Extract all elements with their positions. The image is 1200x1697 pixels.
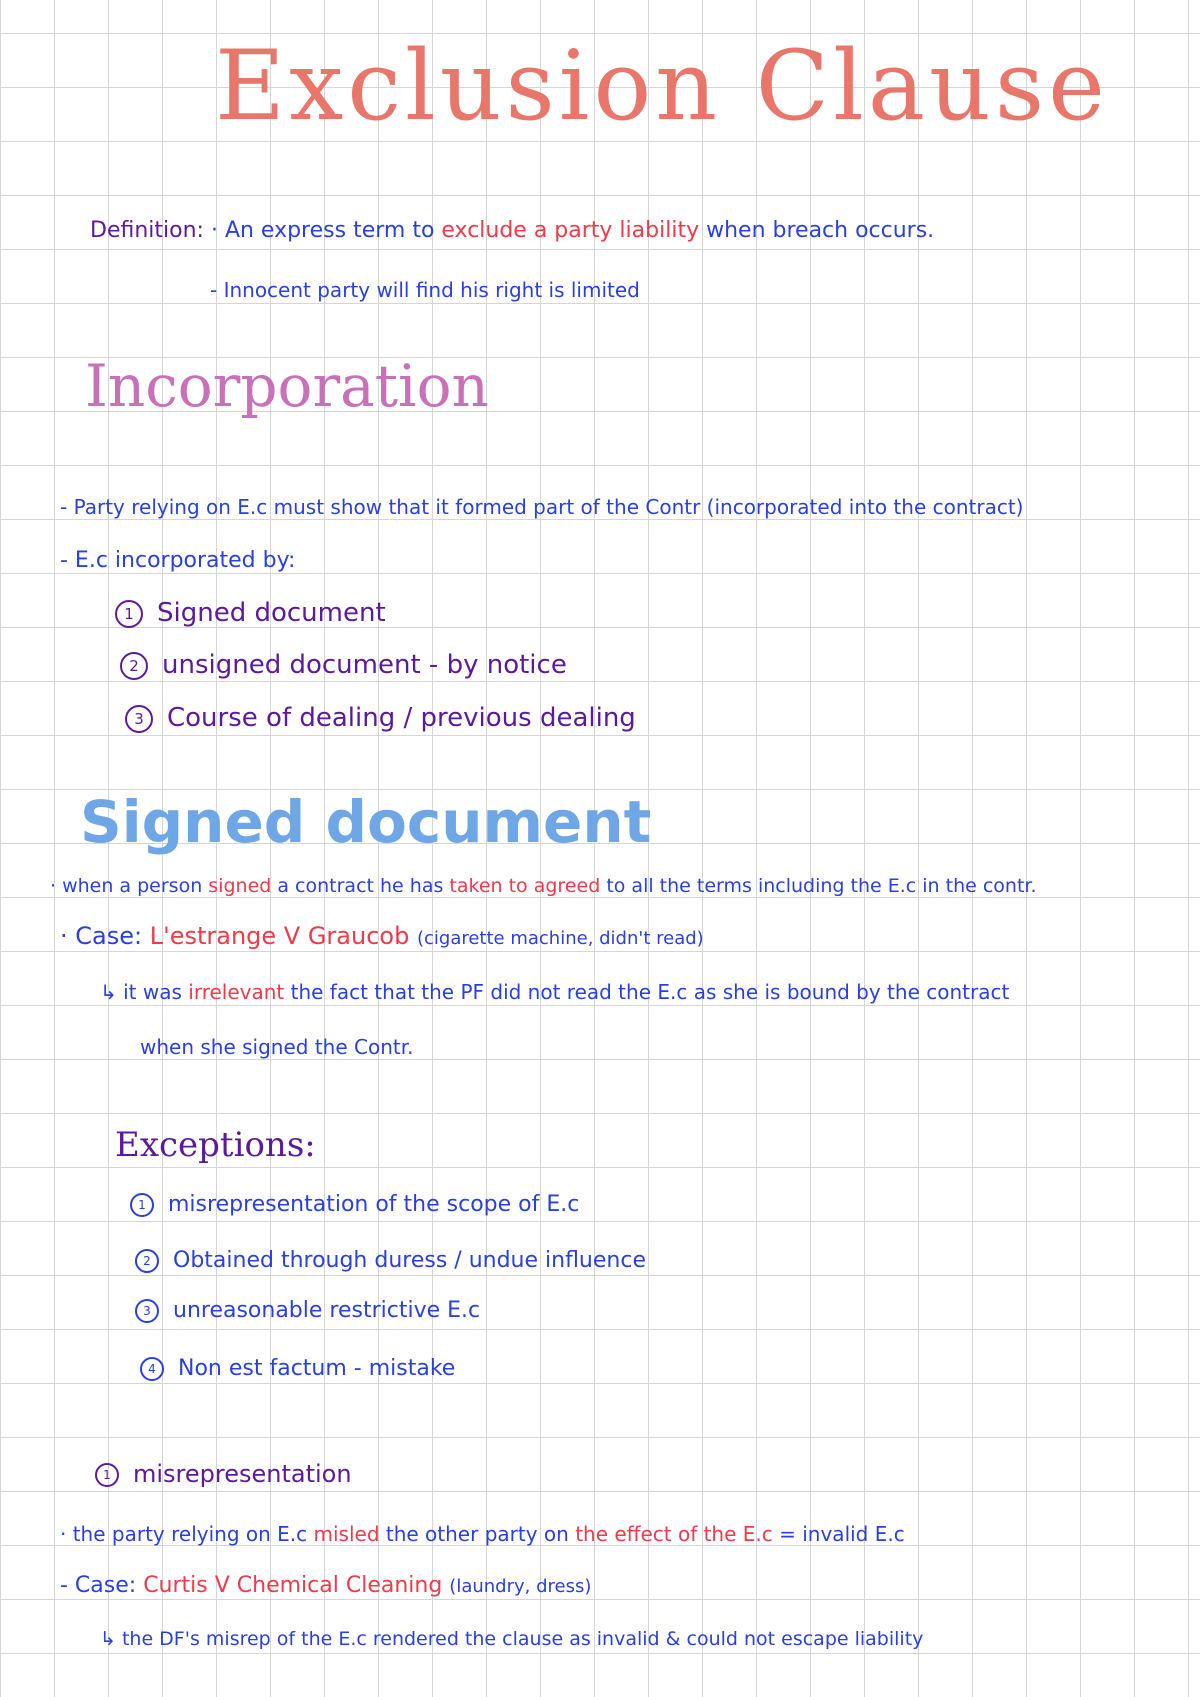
signed-document-point-1 [50,875,1037,897]
mis-text-red-2: the effect of the E.c [575,1522,773,1546]
definition-text-b: when breach occurs. [706,218,935,243]
exception-item-text: Obtained through duress / undue influence [173,1248,646,1273]
mis-text-c: = invalid E.c [779,1522,905,1546]
exception-item-1 [130,1192,579,1217]
case-label: · Case: [60,922,143,950]
exceptions-heading: Exceptions: [115,1125,316,1165]
case-name: L'estrange V Graucob [149,922,410,950]
incorporation-point-1: - Party relying on E.c must show that it formed part of the Contr (incorporated into the contract) [60,495,1024,519]
definition-text-a: · An express term to [210,218,435,243]
case-name: Curtis V Chemical Cleaning [143,1573,443,1598]
definition-label: Definition: [90,218,204,243]
signed-document-heading: Signed document [80,788,652,856]
exception-item-text: misrepresentation of the scope of E.c [168,1192,580,1217]
sd-text-b: a contract he has [277,875,444,897]
number-badge: 3 [125,705,153,733]
number-badge: 2 [120,652,148,680]
definition-line [90,218,934,243]
misrepresentation-held: ↳ the DF's misrep of the E.c rendered the clause as invalid & could not escape liability [100,1628,924,1650]
incorporation-item-text: Course of dealing / previous dealing [167,703,636,733]
case-label: - Case: [60,1573,137,1598]
sd-text-a: · when a person [50,875,203,897]
signed-document-held [100,980,1009,1004]
sd-text-red-2: taken to agreed [449,875,601,897]
page-title: Exclusion Clause [215,30,1109,142]
held-text-b: the fact that the PF did not read the E.c as she is bound by the contract [290,980,1010,1004]
misrepresentation-heading-text: misrepresentation [133,1460,352,1488]
sd-text-c: to all the terms including the E.c in the contr. [606,875,1037,897]
exception-item-text: Non est factum - mistake [178,1356,456,1381]
definition-subline: - Innocent party will find his right is limited [210,278,640,302]
number-badge: 1 [115,600,143,628]
incorporation-item-text: unsigned document - by notice [162,650,567,680]
incorporation-item-1 [115,598,386,628]
exception-item-4 [140,1356,455,1381]
mis-text-red-1: misled [313,1522,380,1546]
signed-document-case [60,922,704,950]
incorporation-item-3 [125,703,636,733]
exception-item-3 [135,1298,480,1323]
number-badge: 4 [140,1357,164,1381]
incorporation-item-2 [120,650,567,680]
incorporation-heading: Incorporation [85,352,489,420]
number-badge: 3 [135,1299,159,1323]
number-badge: 1 [95,1463,119,1487]
sd-text-red-1: signed [208,875,272,897]
signed-document-held-cont: when she signed the Contr. [140,1035,414,1059]
number-badge: 2 [135,1249,159,1273]
misrepresentation-heading [95,1460,352,1488]
case-note: (cigarette machine, didn't read) [416,928,704,949]
definition-text-red: exclude a party liability [441,218,700,243]
number-badge: 1 [130,1193,154,1217]
incorporation-item-text: Signed document [157,598,386,628]
held-text-a: ↳ it was [100,980,182,1004]
misrepresentation-point-1 [60,1522,905,1546]
exception-item-2 [135,1248,646,1273]
mis-text-b: the other party on [385,1522,569,1546]
mis-text-a: · the party relying on E.c [60,1522,308,1546]
held-text-red: irrelevant [188,980,285,1004]
exception-item-text: unreasonable restrictive E.c [173,1298,481,1323]
case-note: (laundry, dress) [449,1576,592,1597]
incorporation-point-2: - E.c incorporated by: [60,548,296,573]
misrepresentation-case [60,1573,591,1598]
